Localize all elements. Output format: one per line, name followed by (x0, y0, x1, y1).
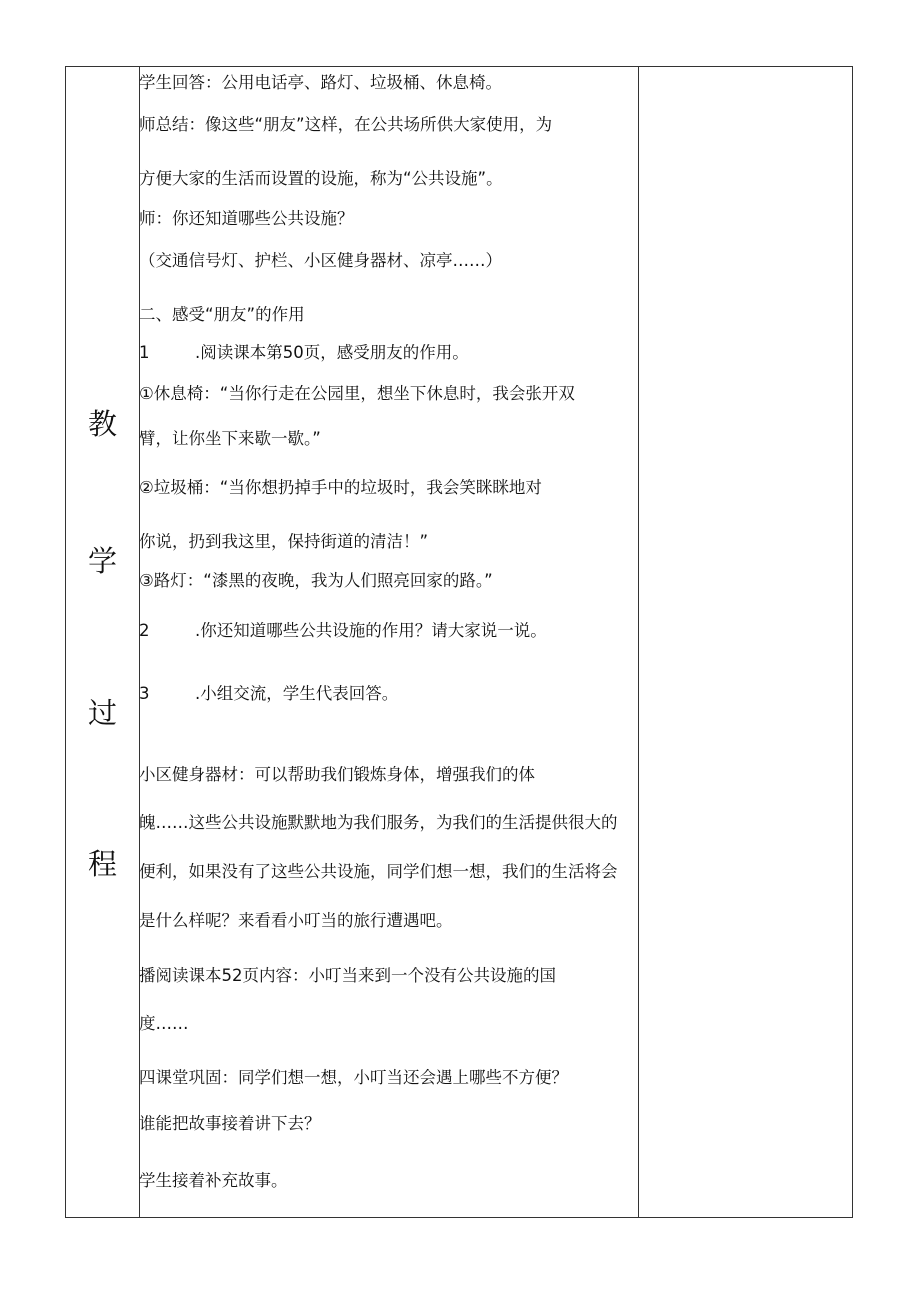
section-heading: 四课堂巩固：同学们想一想，小叮当还会遇上哪些不方便？ (139, 1068, 568, 1087)
lesson-table (65, 66, 853, 1218)
numbered-item (139, 621, 547, 641)
side-label-char: 程 (87, 847, 117, 881)
text-line: 师总结：像这些“朋友”这样，在公共场所供大家使用，为 (139, 115, 553, 134)
section-heading: 二、感受“朋友”的作用 (139, 305, 305, 324)
item-text: .你还知道哪些公共设施的作用？请大家说一说。 (195, 621, 547, 640)
text-line: 度…… (139, 1014, 189, 1033)
item-number: 1 (139, 343, 150, 362)
item-text: .阅读课本第50页，感受朋友的作用。 (195, 343, 469, 362)
side-label-char: 学 (87, 544, 117, 578)
text-line: ①休息椅：“当你行走在公园里，想坐下休息时，我会张开双 (139, 384, 575, 403)
column-divider-left (139, 67, 140, 1217)
side-label-char: 过 (87, 696, 117, 730)
side-label-char: 教 (87, 407, 117, 441)
text-line: 魄……这些公共设施默默地为我们服务，为我们的生活提供很大的 (139, 813, 618, 832)
item-number: 3 (139, 684, 150, 703)
text-line: 学生接着补充故事。 (139, 1171, 288, 1190)
text-line: 播阅读课本52页内容：小叮当来到一个没有公共设施的国 (139, 966, 556, 985)
text-line: 师：你还知道哪些公共设施？ (139, 209, 354, 228)
text-line: 是什么样呢？来看看小叮当的旅行遭遇吧。 (139, 911, 453, 930)
text-line: 学生回答：公用电话亭、路灯、垃圾桶、休息椅。 (139, 73, 502, 92)
column-divider-right (638, 67, 639, 1217)
text-line: 谁能把故事接着讲下去？ (139, 1114, 321, 1133)
text-line: ③路灯：“漆黑的夜晚，我为人们照亮回家的路。” (139, 571, 493, 590)
item-number: 2 (139, 621, 150, 640)
text-line: 便利，如果没有了这些公共设施，同学们想一想，我们的生活将会 (139, 862, 618, 881)
text-line: 你说，扔到我这里，保持街道的清洁！” (139, 532, 429, 551)
numbered-item (139, 343, 469, 363)
item-text: .小组交流，学生代表回答。 (195, 684, 399, 703)
text-line: 臂，让你坐下来歇一歇。” (139, 429, 321, 448)
text-line: 小区健身器材：可以帮助我们锻炼身体，增强我们的体 (139, 765, 535, 784)
numbered-item (139, 684, 398, 704)
text-line: ②垃圾桶：“当你想扔掉手中的垃圾时，我会笑眯眯地对 (139, 478, 542, 497)
text-line: （交通信号灯、护栏、小区健身器材、凉亭……） (139, 251, 502, 270)
text-line: 方便大家的生活而设置的设施，称为“公共设施”。 (139, 169, 503, 188)
